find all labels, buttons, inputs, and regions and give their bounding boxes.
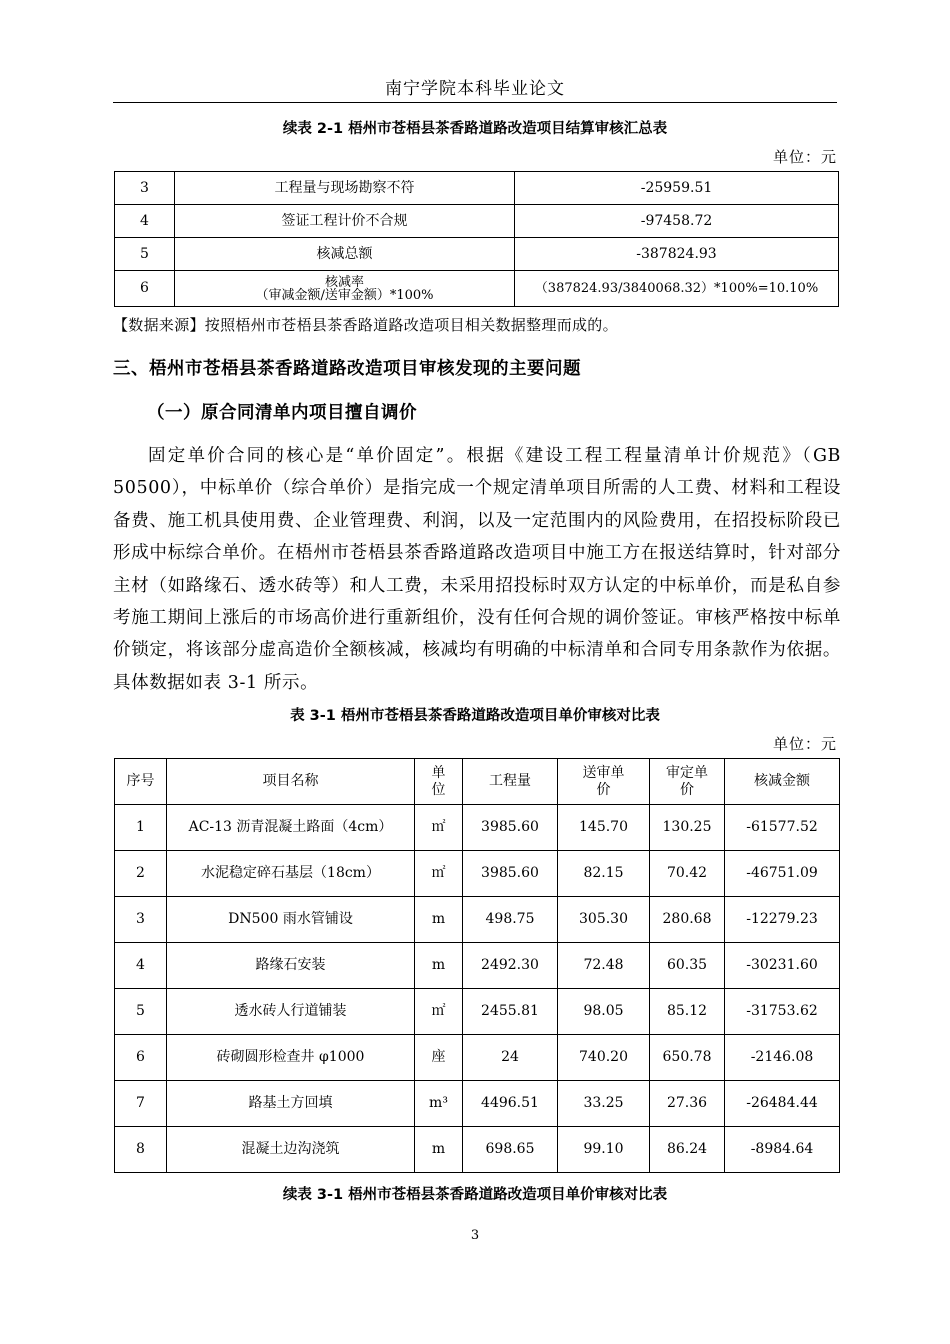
cell-name: 路基土方回填 <box>167 1081 415 1127</box>
cell-qty: 24 <box>463 1035 558 1081</box>
cell-reduction: -2146.08 <box>725 1035 840 1081</box>
cell-unit: ㎡ <box>415 851 463 897</box>
header-qty: 工程量 <box>463 759 558 805</box>
table-row <box>115 1035 840 1081</box>
row-amount: （387824.93/3840068.32）*100%=10.10% <box>515 271 839 307</box>
row-item: 核减总额 <box>175 238 515 271</box>
cell-no: 6 <box>115 1035 167 1081</box>
header-approved-line1: 审定单 <box>666 765 708 782</box>
table-header-row <box>115 759 840 805</box>
body-paragraph: 固定单价合同的核心是“单价固定”。根据《建设工程工程量清单计价规范》（GB 50500），中标单价（综合单价）是指完成一个规定清单项目所需的人工费、材料和工程设备费、施工机具使用费、企业管理费、利润，以及一定范围内的风险费用，在招投标阶段已形成中标综合单价。在梧州市苍梧县茶香路道路改造项目中施工方在报送结算时，针对部分主材（如路缘石、透水砖等）和人工费，未采用招投标时双方认定的中标单价，而是私自参考施工期间上涨后的市场高价进行重新组价，没有任何合规的调价签证。审核严格按中标单价锁定，将该部分虚高造价全额核减，核减均有明确的中标清单和合同专用条款作为依据。具体数据如表 3-1 所示。 <box>113 446 841 693</box>
row-amount: -25959.51 <box>515 172 839 205</box>
cell-sent: 98.05 <box>558 989 650 1035</box>
row-number: 3 <box>115 172 175 205</box>
row-item: 签证工程计价不合规 <box>175 205 515 238</box>
header-unit <box>415 759 463 805</box>
cell-name: 混凝土边沟浇筑 <box>167 1127 415 1173</box>
table-row <box>115 805 840 851</box>
cell-no: 3 <box>115 897 167 943</box>
subsection-heading: （一）原合同清单内项目擅自调价 <box>147 403 417 423</box>
cell-qty: 3985.60 <box>463 851 558 897</box>
cell-qty: 3985.60 <box>463 805 558 851</box>
table1-unit: 单位：元 <box>772 148 837 166</box>
row-amount: -387824.93 <box>515 238 839 271</box>
cell-no: 4 <box>115 943 167 989</box>
header-name: 项目名称 <box>167 759 415 805</box>
cell-unit: m³ <box>415 1081 463 1127</box>
cell-no: 2 <box>115 851 167 897</box>
cell-unit: m <box>415 897 463 943</box>
header-approved-line2: 价 <box>680 781 694 798</box>
row-item-line2: （审减金额/送审金额）*100% <box>255 287 434 303</box>
table1-caption: 续表 2-1 梧州市苍梧县茶香路道路改造项目结算审核汇总表 <box>282 121 668 137</box>
cell-sent: 82.15 <box>558 851 650 897</box>
row-amount: -97458.72 <box>515 205 839 238</box>
cell-no: 7 <box>115 1081 167 1127</box>
cell-approved: 70.42 <box>650 851 725 897</box>
row-item: 工程量与现场勘察不符 <box>175 172 515 205</box>
page-number: 3 <box>470 1228 480 1243</box>
cell-name: DN500 雨水管铺设 <box>167 897 415 943</box>
cell-no: 5 <box>115 989 167 1035</box>
cell-sent: 305.30 <box>558 897 650 943</box>
cell-reduction: -61577.52 <box>725 805 840 851</box>
cell-qty: 698.65 <box>463 1127 558 1173</box>
header-sent-price <box>558 759 650 805</box>
cell-approved: 85.12 <box>650 989 725 1035</box>
cell-unit: 座 <box>415 1035 463 1081</box>
header-no: 序号 <box>115 759 167 805</box>
header-unit-line1: 单 <box>431 765 446 782</box>
cell-name: 水泥稳定碎石基层（18cm） <box>167 851 415 897</box>
cell-sent: 740.20 <box>558 1035 650 1081</box>
cell-sent: 72.48 <box>558 943 650 989</box>
table-row <box>115 271 839 307</box>
cell-sent: 145.70 <box>558 805 650 851</box>
cell-unit: m <box>415 943 463 989</box>
table-row <box>115 1081 840 1127</box>
cell-name: 透水砖人行道铺装 <box>167 989 415 1035</box>
cell-reduction: -8984.64 <box>725 1127 840 1173</box>
row-item <box>175 271 515 307</box>
cell-sent: 99.10 <box>558 1127 650 1173</box>
cell-approved: 27.36 <box>650 1081 725 1127</box>
header-title: 南宁学院本科毕业论文 <box>385 79 565 99</box>
section-heading: 三、梧州市苍梧县茶香路道路改造项目审核发现的主要问题 <box>113 359 581 379</box>
row-number: 6 <box>115 271 175 307</box>
cell-reduction: -46751.09 <box>725 851 840 897</box>
header-sent-line2: 价 <box>596 781 611 798</box>
data-source-note: 【数据来源】按照梧州市苍梧县茶香路道路改造项目相关数据整理而成的。 <box>113 316 618 334</box>
cell-sent: 33.25 <box>558 1081 650 1127</box>
row-number: 5 <box>115 238 175 271</box>
cell-unit: ㎡ <box>415 989 463 1035</box>
cell-approved: 130.25 <box>650 805 725 851</box>
cell-unit: m <box>415 1127 463 1173</box>
cell-approved: 86.24 <box>650 1127 725 1173</box>
table2-continuation-caption: 续表 3-1 梧州市苍梧县茶香路道路改造项目单价审核对比表 <box>282 1187 668 1203</box>
page-header <box>113 74 837 103</box>
cell-no: 8 <box>115 1127 167 1173</box>
cell-approved: 60.35 <box>650 943 725 989</box>
table-row <box>115 238 839 271</box>
table-row <box>115 1127 840 1173</box>
cell-qty: 498.75 <box>463 897 558 943</box>
row-item-line1: 核减率 <box>324 274 364 290</box>
header-approved-price <box>650 759 725 805</box>
cell-reduction: -12279.23 <box>725 897 840 943</box>
table-row <box>115 172 839 205</box>
table-row <box>115 989 840 1035</box>
cell-name: 砖砌圆形检查井 φ1000 <box>167 1035 415 1081</box>
cell-name: 路缘石安装 <box>167 943 415 989</box>
table-row <box>115 897 840 943</box>
table-row <box>115 205 839 238</box>
unit-price-comparison-table <box>114 758 840 1173</box>
header-unit-line2: 位 <box>431 781 446 798</box>
cell-approved: 280.68 <box>650 897 725 943</box>
cell-reduction: -30231.60 <box>725 943 840 989</box>
cell-reduction: -31753.62 <box>725 989 840 1035</box>
cell-approved: 650.78 <box>650 1035 725 1081</box>
header-reduction: 核减金额 <box>725 759 840 805</box>
cell-name: AC-13 沥青混凝土路面（4cm） <box>167 805 415 851</box>
table2-unit: 单位：元 <box>772 735 837 753</box>
table2-caption: 表 3-1 梧州市苍梧县茶香路道路改造项目单价审核对比表 <box>290 708 660 724</box>
cell-reduction: -26484.44 <box>725 1081 840 1127</box>
header-sent-line1: 送审单 <box>582 765 625 782</box>
table-row <box>115 851 840 897</box>
cell-no: 1 <box>115 805 167 851</box>
cell-qty: 2492.30 <box>463 943 558 989</box>
cell-unit: ㎡ <box>415 805 463 851</box>
row-number: 4 <box>115 205 175 238</box>
cell-qty: 4496.51 <box>463 1081 558 1127</box>
settlement-summary-table <box>114 171 839 307</box>
table-row <box>115 943 840 989</box>
cell-qty: 2455.81 <box>463 989 558 1035</box>
